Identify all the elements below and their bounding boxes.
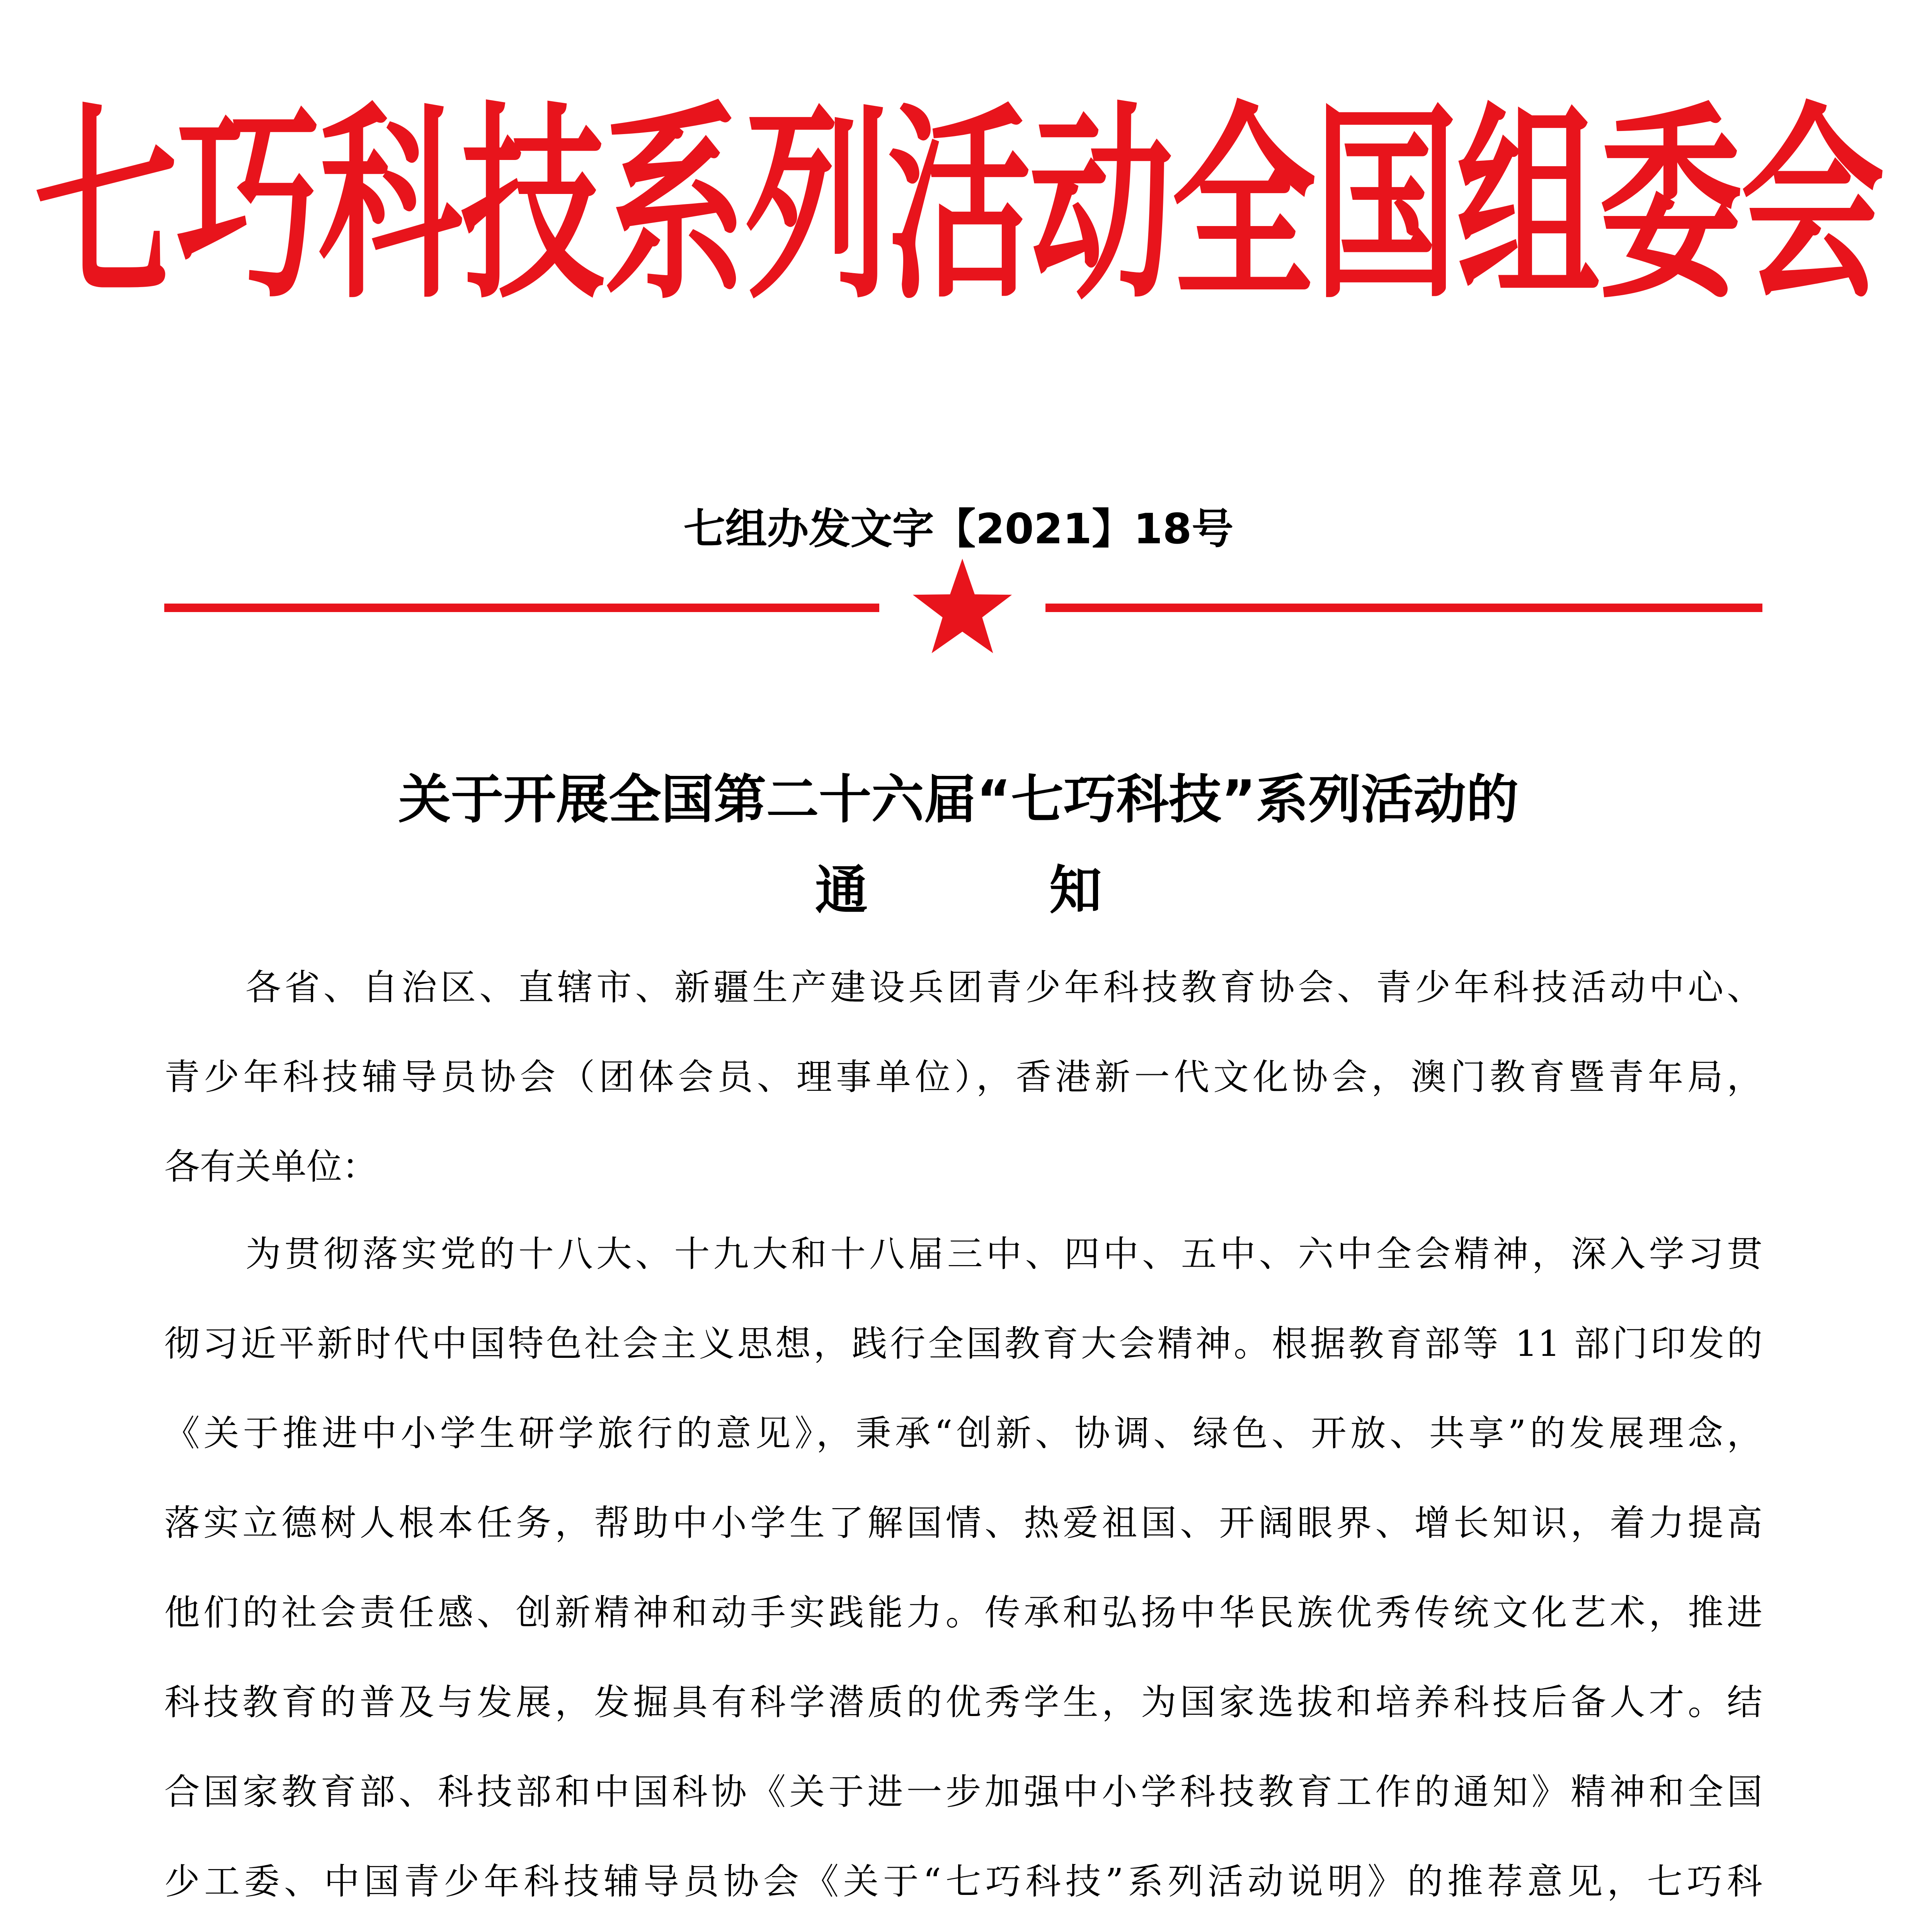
intro-line: 为贯彻落实党的十八大、十九大和十八届三中、四中、五中、六中全会精神，深入学习贯 — [245, 1233, 1762, 1275]
intro-line: 科技教育的普及与发展，发掘具有科学潜质的优秀学生，为国家选拔和培养科技后备人才。结 — [164, 1682, 1762, 1723]
intro-line: 他们的社会责任感、创新精神和动手实践能力。传承和弘扬中华民族优秀传统文化艺术，推进 — [164, 1592, 1762, 1633]
intro-line: 彻习近平新时代中国特色社会主义思想，践行全国教育大会精神。根据教育部等 11 部门印发的 — [164, 1323, 1762, 1364]
intro-line: 落实立德树人根本任务，帮助中小学生了解国情、热爱祖国、开阔眼界、增长知识，着力提高 — [164, 1502, 1762, 1544]
intro-line: 少工委、中国青少年科技辅导员协会《关于“七巧科技”系列活动说明》的推荐意见，七巧科 — [164, 1861, 1762, 1902]
notice-title-line-2 — [0, 848, 1917, 933]
notice-title-line-1: 关于开展全国第二十六届“七巧科技”系列活动的 — [398, 769, 1519, 830]
notice-title-char-2: 知 — [1049, 860, 1102, 921]
red-rule-right — [1045, 604, 1762, 612]
recipient-line: 各有关单位： — [164, 1146, 378, 1187]
notice-title-char-1: 通 — [815, 860, 868, 921]
intro-line: 合国家教育部、科技部和中国科协《关于进一步加强中小学科技教育工作的通知》精神和全国 — [164, 1771, 1762, 1813]
red-star-icon — [910, 556, 1015, 657]
recipient-line: 各省、自治区、直辖市、新疆生产建设兵团青少年科技教育协会、青少年科技活动中心、 — [245, 967, 1762, 1008]
intro-line — [164, 1927, 1762, 1932]
document-number: 七组办发文字【2021】18号 — [683, 505, 1234, 553]
red-rule-left — [164, 604, 879, 612]
intro-line: 《关于推进中小学生研学旅行的意见》，秉承“创新、协调、绿色、开放、共享”的发展理念， — [164, 1413, 1762, 1454]
recipient-line: 青少年科技辅导员协会（团体会员、理事单位），香港新一代文化协会，澳门教育暨青年局， — [164, 1056, 1762, 1098]
masthead: 七巧科技系列活动全国组委会 — [34, 82, 1883, 327]
